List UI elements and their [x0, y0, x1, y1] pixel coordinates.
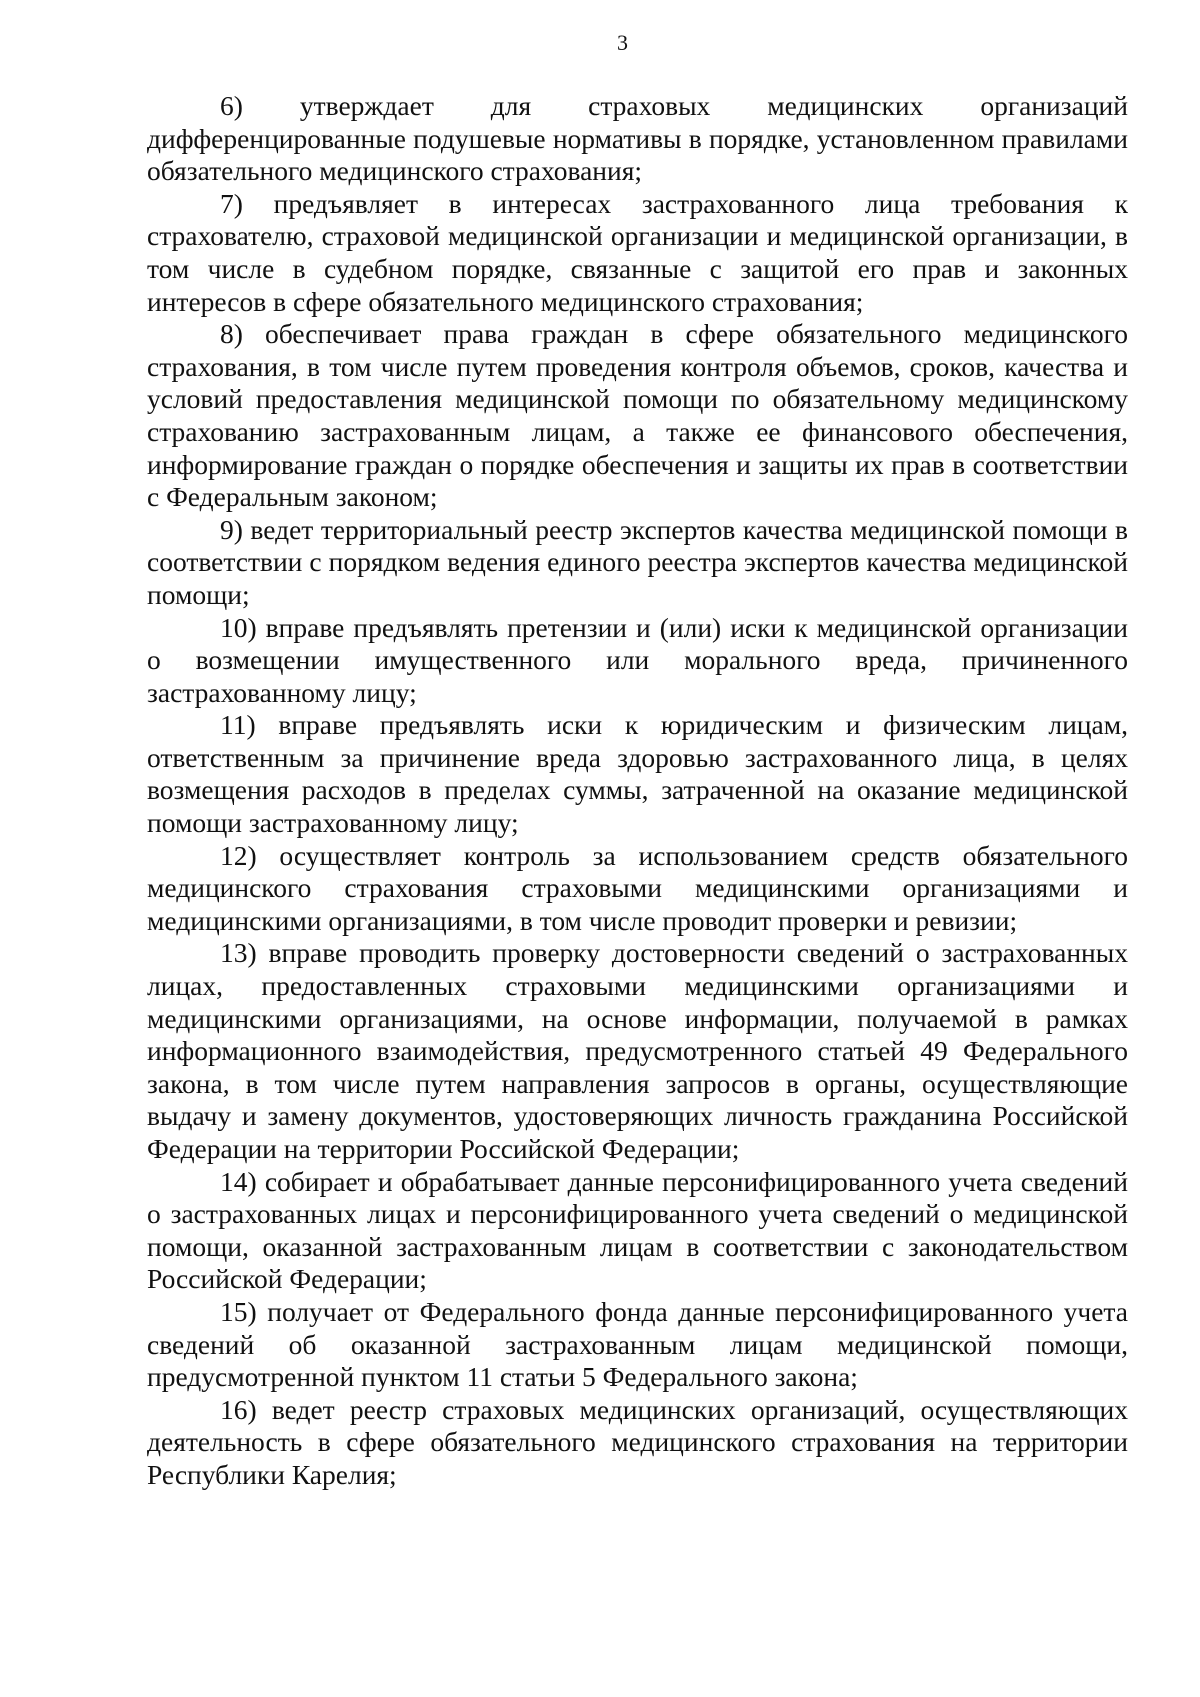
paragraph-item-7: 7) предъявляет в интересах застрахованного лица требования к страхователю, страховой медицинской организации и медицинской организации, в том числе в судебном порядке, связанные с защитой его прав и законных интересов в сфере обязательного медицинского страхования; — [147, 187, 1128, 317]
paragraph-item-16: 16) ведет реестр страховых медицинских организаций, осуществляющих деятельность в сфере обязательного медицинского страхования на территории Республики Карелия; — [147, 1393, 1128, 1490]
paragraph-item-12: 12) осуществляет контроль за использованием средств обязательного медицинского страхования страховыми медицинскими организациями и медицинскими организациями, в том числе проводит проверки и ревизии; — [147, 839, 1128, 936]
paragraph-item-6: 6) утверждает для страховых медицинских организаций дифференцированные подушевые нормативы в порядке, установленном правилами обязательного медицинского страхования; — [147, 90, 1128, 187]
paragraph-item-9: 9) ведет территориальный реестр экспертов качества медицинской помощи в соответствии с порядком ведения единого реестра экспертов качества медицинской помощи; — [147, 513, 1128, 610]
paragraph-item-13: 13) вправе проводить проверку достоверности сведений о застрахованных лицах, предоставленных страховыми медицинскими организациями и медицинскими организациями, на основе информации, получаемой в рамках информационного взаимодействия, предусмотренного статьей 49 Федерального закона, в том числе путем направления запросов в органы, осуществляющие выдачу и замену документов, удостоверяющих личность гражданина Российской Федерации на территории Российской Федерации; — [147, 937, 1128, 1164]
paragraph-item-15: 15) получает от Федерального фонда данные персонифицированного учета сведений об оказанной застрахованным лицам медицинской помощи, предусмотренной пунктом 11 статьи 5 Федерального закона; — [147, 1295, 1128, 1393]
paragraph-item-8: 8) обеспечивает права граждан в сфере обязательного медицинского страхования, в том числе путем проведения контроля объемов, сроков, качества и условий предоставления медицинской помощи по обязательному медицинскому страхованию застрахованным лицам, а также ее финансового обеспечения, информирование граждан о порядке обеспечения и защиты их прав в соответствии с Федеральным законом; — [147, 318, 1128, 513]
paragraph-item-11: 11) вправе предъявлять иски к юридическим и физическим лицам, ответственным за причинение вреда здоровью застрахованного лица, в целях возмещения расходов в пределах суммы, затраченной на оказание медицинской помощи застрахованному лицу; — [147, 709, 1128, 839]
page-number: 3 — [617, 30, 628, 55]
document-body — [147, 90, 1128, 1492]
paragraph-item-14: 14) собирает и обрабатывает данные персонифицированного учета сведений о застрахованных лицах и персонифицированного учета сведений о медицинской помощи, оказанной застрахованным лицам в соответствии с законодательством Российской Федерации; — [147, 1165, 1128, 1295]
paragraph-item-10: 10) вправе предъявлять претензии и (или) иски к медицинской организации о возмещении имущественного или морального вреда, причиненного застрахованному лицу; — [147, 611, 1128, 708]
